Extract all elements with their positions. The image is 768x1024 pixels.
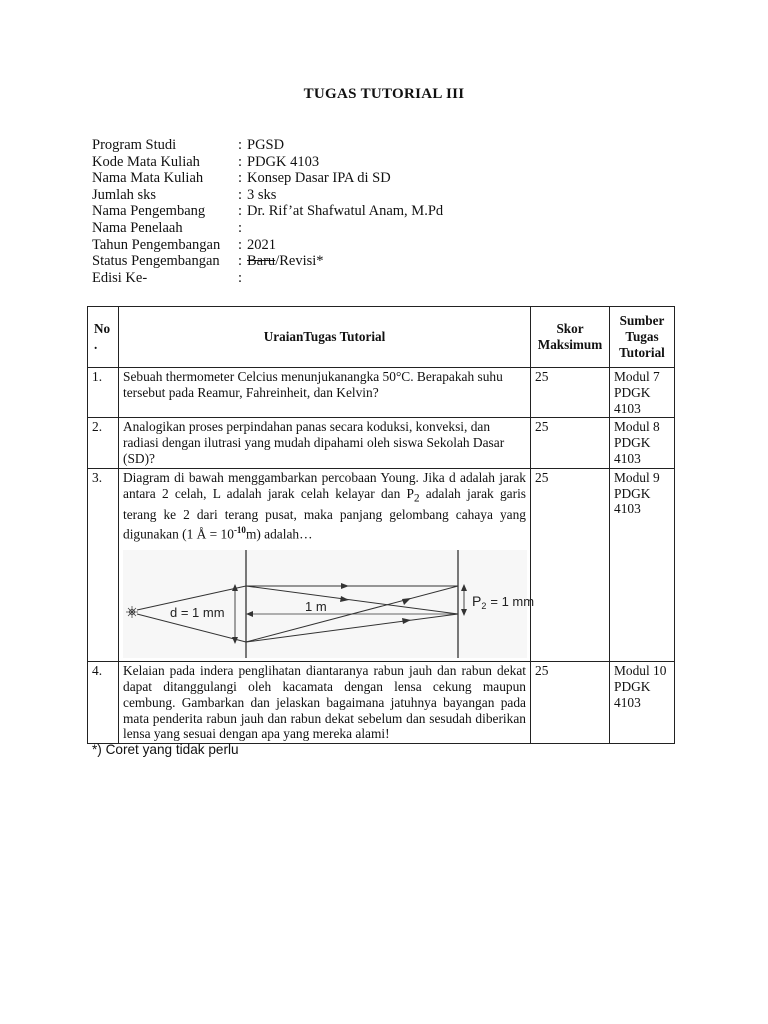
header-uraian: UraianTugas Tutorial [119,307,531,368]
row-number: 1. [88,368,119,418]
d-label: d = 1 mm [170,605,225,621]
info-separator: : [238,186,243,203]
info-label: Status Pengembangan [92,253,220,270]
max-score: 25 [531,368,610,418]
info-label: Nama Penelaah [92,219,183,236]
info-row-status [92,253,443,270]
info-value: 3 sks [247,186,277,203]
info-row-pengembang [92,203,443,220]
table-row [88,418,675,468]
header-no: No . [88,307,119,368]
info-separator: : [238,253,243,270]
max-score: 25 [531,418,610,468]
subscript: 2 [413,492,420,505]
task-cell [119,468,535,661]
max-score: 25 [531,468,610,661]
p2-label: $P_2 = 1$ mm [472,593,535,612]
info-separator: : [238,203,243,220]
source-module: Modul 8 PDGK 4103 [610,418,675,468]
info-value: PGSD [247,137,285,153]
header-skor: Skor Maksimum [531,307,610,368]
task-text [123,470,526,542]
info-label: Edisi Ke- [92,269,148,286]
table-row [88,662,675,744]
info-separator: : [238,219,243,236]
info-value: 2021 [247,236,276,253]
task-text: Sebuah thermometer Celcius menunjukanangka 50°C. Berapakah suhu tersebut pada Reamur, Fahreinheit, dan Kelvin? [119,368,531,418]
source-module: Modul 9 PDGK 4103 [610,468,675,661]
header-sumber: Sumber Tugas Tutorial [610,307,675,368]
info-value: Konsep Dasar IPA di SD [247,170,391,187]
l-label: 1 m [305,599,327,615]
info-separator: : [238,170,243,187]
info-label: Jumlah sks [92,186,157,203]
task-text-part: m) adalah… [245,526,313,542]
max-score: 25 [531,662,610,744]
info-separator: : [238,236,243,253]
task-text: Analogikan proses perpindahan panas secara koduksi, konveksi, dan radiasi dengan ilutrasi yang mudah dipahami oleh siswa Sekolah Dasar (SD)? [119,418,531,468]
task-text-part: Diagram di bawah menggambarkan percobaan Young. Jika d adalah jarak antara 2 celah, L adalah jarak celah kelayar dan P [123,469,526,501]
task-text: Kelaian pada indera penglihatan diantaranya rabun jauh dan rabun dekat dapat ditanggulangi oleh kacamata dengan lensa cekung maupun cembung. Gambarkan dan jelaskan bagaimana jatuhnya bayangan pada mata penderita rabun jauh dan rabun dekat sebelum dan sesudah diberikan lensa yang sesuai dengan apa yang mereka alami! [119,662,531,744]
source-module: Modul 10 PDGK 4103 [610,662,675,744]
document-title: TUGAS TUTORIAL III [303,86,465,102]
footnote: *) Coret yang tidak perlu [92,742,239,757]
info-row-tahun [92,237,443,254]
tutorial-task-table [87,306,675,744]
info-label: Program Studi [92,137,177,153]
task-text-part: adalah jarak garis terang ke 2 dari terang pusat, maka panjang gelombang cahaya yang digunakan (1 Å = 10 [123,485,526,542]
row-number: 3. [88,468,119,661]
row-number: 4. [88,662,119,744]
info-row-sks [92,187,443,204]
source-module: Modul 7 PDGK 4103 [610,368,675,418]
table-header-row [88,307,675,368]
info-row-kode [92,154,443,171]
table-row [88,468,675,661]
info-value: PDGK 4103 [247,153,320,170]
info-label: Tahun Pengembangan [92,236,221,253]
info-label: Nama Pengembang [92,203,206,220]
info-separator: : [238,153,243,170]
info-value: Dr. Rif’at Shafwatul Anam, M.Pd [247,203,444,220]
row-number: 2. [88,418,119,468]
info-row-penelaah [92,220,443,237]
young-experiment-diagram [123,550,535,658]
info-row-program [92,137,443,154]
course-info [92,137,443,286]
struck-status-value: Baru [247,253,276,270]
info-separator: : [238,137,243,153]
info-value: /Revisi* [275,253,324,270]
superscript: -10 [233,524,246,535]
info-label: Kode Mata Kuliah [92,153,200,170]
info-row-edisi [92,270,443,287]
info-separator: : [238,269,243,286]
table-row [88,368,675,418]
info-label: Nama Mata Kuliah [92,170,204,187]
info-row-nama-mk [92,170,443,187]
